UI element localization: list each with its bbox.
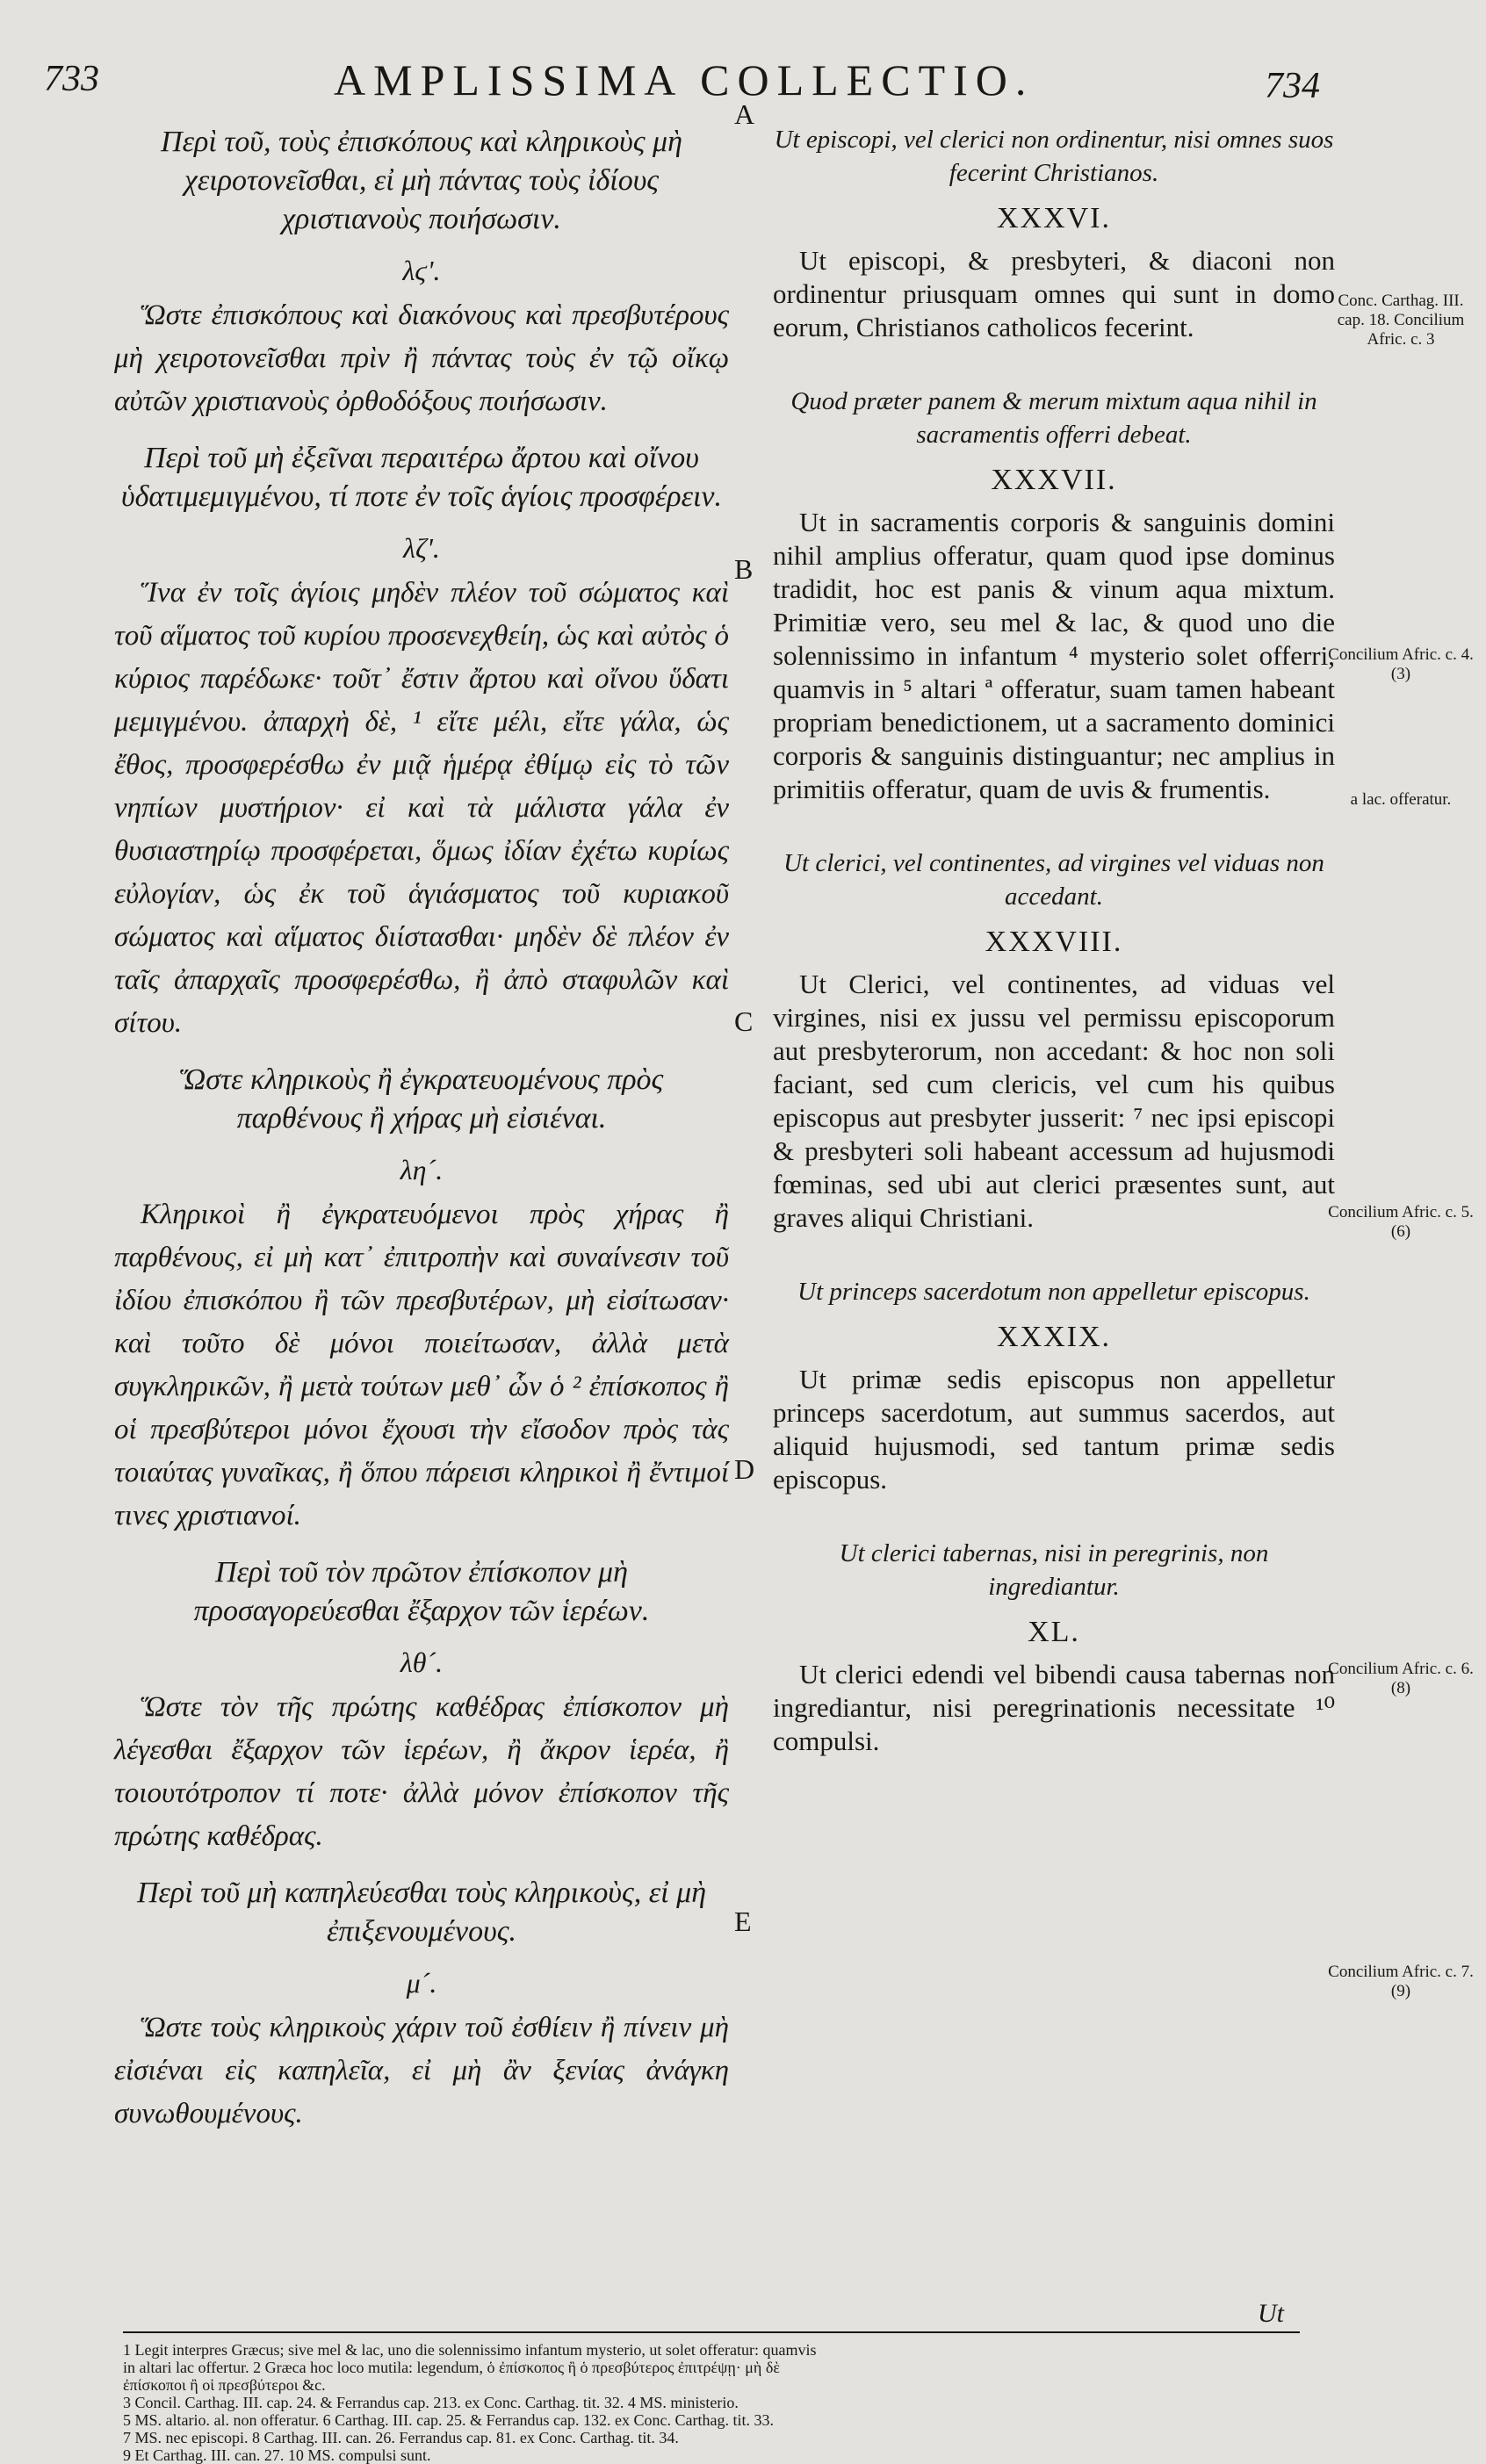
greek-canon-text: Ὥστε τὸν τῆς πρώτης καθέδρας ἐπίσκοπον μὴ λέγεσθαι ἔξαρχον τῶν ἱερέων, ἢ ἄκρον ἱερέα, ἢ τοιουτότροπον τί ποτε· ἀλλὰ μόνον ἐπίσκοπον τῆς πρώτης καθέδρας. (114, 1691, 729, 1852)
greek-column (114, 123, 729, 2151)
side-note: Concilium Afric. c. 4. (3) (1328, 645, 1474, 683)
latin-canon-text: Ut episcopi, & presbyteri, & diaconi non ordinentur priusquam omnes qui sunt in domo eorum, Christianos catholicos fecerint. (773, 245, 1335, 342)
latin-canon-number: XXXVIII. (985, 926, 1123, 958)
side-note: Concilium Afric. c. 5. (6) (1328, 1203, 1474, 1241)
latin-canon-number: XXXIX. (996, 1321, 1112, 1353)
latin-canon-number: XXXVII. (991, 464, 1117, 496)
footnote-line: in altari lac offertur. 2 Græca hoc loco mutila: legendum, ὁ ἐπίσκοπος ἢ ὁ πρεσβύτερος ἐπιτρέψῃ· μὴ δὲ (123, 2359, 780, 2376)
margin-letter-b: B (734, 553, 754, 585)
latin-canon-text: Ut in sacramentis corporis & sanguinis domini nihil amplius offeratur, quam quod ipse dominus tradidit, hoc est panis & vinum aqua mixtum. Primitiæ vero, seu mel & lac, & quod uno die solennissimo in infantum ⁴ mysterio solet offerri, quamvis in ⁵ altari ª offeratur, suam tamen habeant propriam benedictionem, ut a sacramento dominici corporis & sanguinis distinguantur; nec amplius in primitiis offeratur, quam de uvis & frumentis. (773, 507, 1335, 804)
latin-canon-text: Ut Clerici, vel continentes, ad viduas vel virgines, nisi ex jussu vel permissu episcoporum aut presbyterorum, non accedant: & hoc non soli faciant, sed cum clericis, vel cum his quibus episcopus aut presbyter jusserit: ⁷ nec ipsi episcopi & presbyteri soli habeant accessum ad hujusmodi fœminas, sed ubi aut clerici præsentes sunt, aut graves aliqui Christiani. (773, 969, 1335, 1233)
greek-heading: Περὶ τοῦ μὴ ἐξεῖναι περαιτέρω ἄρτου καὶ οἴνου ὑδατιμεμιγμένου, τί ποτε ἐν τοῖς ἁγίοις προσφέρειν. (120, 442, 723, 513)
footnote-line: 5 MS. altario. al. non offeratur. 6 Carthag. III. cap. 25. & Ferrandus cap. 132. ex Conc. Carthag. tit. 33. (123, 2411, 774, 2429)
greek-heading: Ὥστε κληρικοὺς ἢ ἐγκρατευομένους πρὸς παρθένους ἢ χήρας μὴ εἰσιέναι. (179, 1063, 664, 1135)
greek-canon-number: μ´. (406, 1967, 437, 1999)
greek-canon-number: λθ´. (400, 1646, 444, 1678)
footnote-line: 9 Et Carthag. III. can. 27. 10 MS. compulsi sunt. (123, 2446, 431, 2464)
latin-heading: Ut clerici tabernas, nisi in peregrinis, non ingrediantur. (839, 1539, 1269, 1601)
footnotes (123, 2341, 1326, 2464)
greek-canon-text: Ἵνα ἐν τοῖς ἁγίοις μηδὲν πλέον τοῦ σώματος καὶ τοῦ αἵματος τοῦ κυρίου προσενεχθείη, ὡς καὶ αὐτὸς ὁ κύριος παρέδωκε· τοῦτ᾽ ἔστιν ἄρτου καὶ οἴνου ὕδατι μεμιγμένου. ἀπαρχὴ δὲ, ¹ εἴτε μέλι, εἴτε γάλα, ὡς ἔθος, προσφερέσθω ἐν μιᾷ ἡμέρᾳ ἐθίμῳ εἰς τὸ τῶν νηπίων μυστήριον· εἰ καὶ τὰ μάλιστα γάλα ἐν θυσιαστηρίῳ προσφέρεται, ὅμως ἰδίαν ἐχέτω κυρίως εὐλογίαν, ὡς ἐκ τοῦ ἁγιάσματος τοῦ κυριακοῦ σώματος καὶ αἵματος διίστασθαι· μηδὲν δὲ πλέον ἐν ταῖς ἀπαρχαῖς προσφερέσθω, ἢ ἀπὸ σταφυλῶν καὶ σίτου. (114, 577, 729, 1039)
side-note: Concilium Afric. c. 7. (9) (1328, 1963, 1474, 2000)
latin-column (773, 123, 1335, 1798)
latin-canon-number: XXXVI. (996, 202, 1112, 234)
greek-heading: Περὶ τοῦ τὸν πρῶτον ἐπίσκοπον μὴ προσαγορεύεσθαι ἔξαρχον τῶν ἱερέων. (193, 1556, 650, 1627)
greek-canon-number: λϛʹ. (402, 255, 441, 286)
greek-canon-number: λζʹ. (403, 532, 440, 564)
latin-canon-number: XL. (1028, 1616, 1080, 1648)
catchword: Ut (1258, 2299, 1284, 2328)
left-page-number: 733 (44, 59, 99, 99)
greek-canon-number: λη´. (400, 1154, 444, 1185)
footnote-line: ἐπίσκοποι ἢ οἱ πρεσβύτεροι &c. (123, 2376, 326, 2394)
side-note: Concilium Afric. c. 6. (8) (1328, 1660, 1474, 1697)
greek-canon-text: Κληρικοὶ ἢ ἐγκρατευόμενοι πρὸς χήρας ἢ παρθένους, εἰ μὴ κατ᾽ ἐπιτροπὴν καὶ συναίνεσιν τοῦ ἰδίου ἐπισκόπου ἢ τῶν πρεσβυτέρων, μὴ εἰσίτωσαν· καὶ τοῦτο δὲ μόνοι ποιείτωσαν, ἀλλὰ μετὰ συγκληρικῶν, ἢ μετὰ τούτων μεθ᾽ ὧν ὁ ² ἐπίσκοπος ἢ οἱ πρεσβύτεροι μόνοι ἔχουσι τὴν εἴσοδον πρὸς τὰς τοιαύτας γυναῖκας, ἢ ὅπου πάρεισι κληρικοὶ ἢ ἔντιμοί τινες χριστιανοί. (114, 1199, 729, 1531)
latin-heading: Ut clerici, vel continentes, ad virgines vel viduas non accedant. (783, 849, 1324, 911)
right-page-number: 734 (1265, 66, 1320, 106)
latin-canon-text: Ut primæ sedis episcopus non appelletur princeps sacerdotum, aut summus sacerdos, aut aliquid hujusmodi, sed tantum primæ sedis episcopus. (773, 1364, 1335, 1495)
greek-canon-text: Ὥστε ἐπισκόπους καὶ διακόνους καὶ πρεσβυτέρους μὴ χειροτονεῖσθαι πρὶν ἢ πάντας τοὺς ἐν τῷ οἴκῳ αὐτῶν χριστιανοὺς ὀρθοδόξους ποιήσωσιν. (114, 299, 729, 417)
footnote-rule (123, 2331, 1300, 2333)
margin-letter-d: D (734, 1453, 755, 1485)
margin-letter-c: C (734, 1005, 754, 1037)
running-title: AMPLISSIMA COLLECTIO. (334, 55, 1035, 104)
margin-letter-a: A (734, 98, 755, 130)
latin-heading: Ut princeps sacerdotum non appelletur episcopus. (797, 1278, 1310, 1306)
greek-canon-text: Ὥστε τοὺς κληρικοὺς χάριν τοῦ ἐσθίειν ἢ πίνειν μὴ εἰσιέναι εἰς καπηλεῖα, εἰ μὴ ἂν ξενίας ἀνάγκη συνωθουμένους. (114, 2012, 729, 2129)
side-note: Conc. Carthag. III. cap. 18. Concilium Afric. c. 3 (1337, 292, 1465, 349)
margin-letter-e: E (734, 1906, 752, 1937)
latin-canon-text: Ut clerici edendi vel bibendi causa tabernas non ingrediantur, nisi peregrinationis necessitate ¹⁰ compulsi. (773, 1659, 1335, 1756)
greek-heading: Περὶ τοῦ, τοὺς ἐπισκόπους καὶ κληρικοὺς μὴ χειροτονεῖσθαι, εἰ μὴ πάντας τοὺς ἰδίους χριστιανοὺς ποιήσωσιν. (161, 126, 682, 235)
footnote-line: 3 Concil. Carthag. III. cap. 24. & Ferrandus cap. 213. ex Conc. Carthag. tit. 32. 4 MS. ministerio. (123, 2394, 739, 2411)
latin-heading: Ut episcopi, vel clerici non ordinentur, nisi omnes suos fecerint Christianos. (774, 126, 1334, 187)
footnote-line: 7 MS. nec episcopi. 8 Carthag. III. can. 26. Ferrandus cap. 81. ex Conc. Carthag. tit. 34. (123, 2429, 679, 2446)
greek-heading: Περὶ τοῦ μὴ καπηλεύεσθαι τοὺς κληρικοὺς, εἰ μὴ ἐπιξενουμένους. (136, 1877, 707, 1948)
side-note: a lac. offeratur. (1350, 790, 1452, 809)
footnote-line: 1 Legit interpres Græcus; sive mel & lac, uno die solennissimo infantum mysterio, ut solet offeratur: quamvis (123, 2341, 817, 2359)
latin-heading: Quod præter panem & merum mixtum aqua nihil in sacramentis offerri debeat. (790, 387, 1317, 449)
